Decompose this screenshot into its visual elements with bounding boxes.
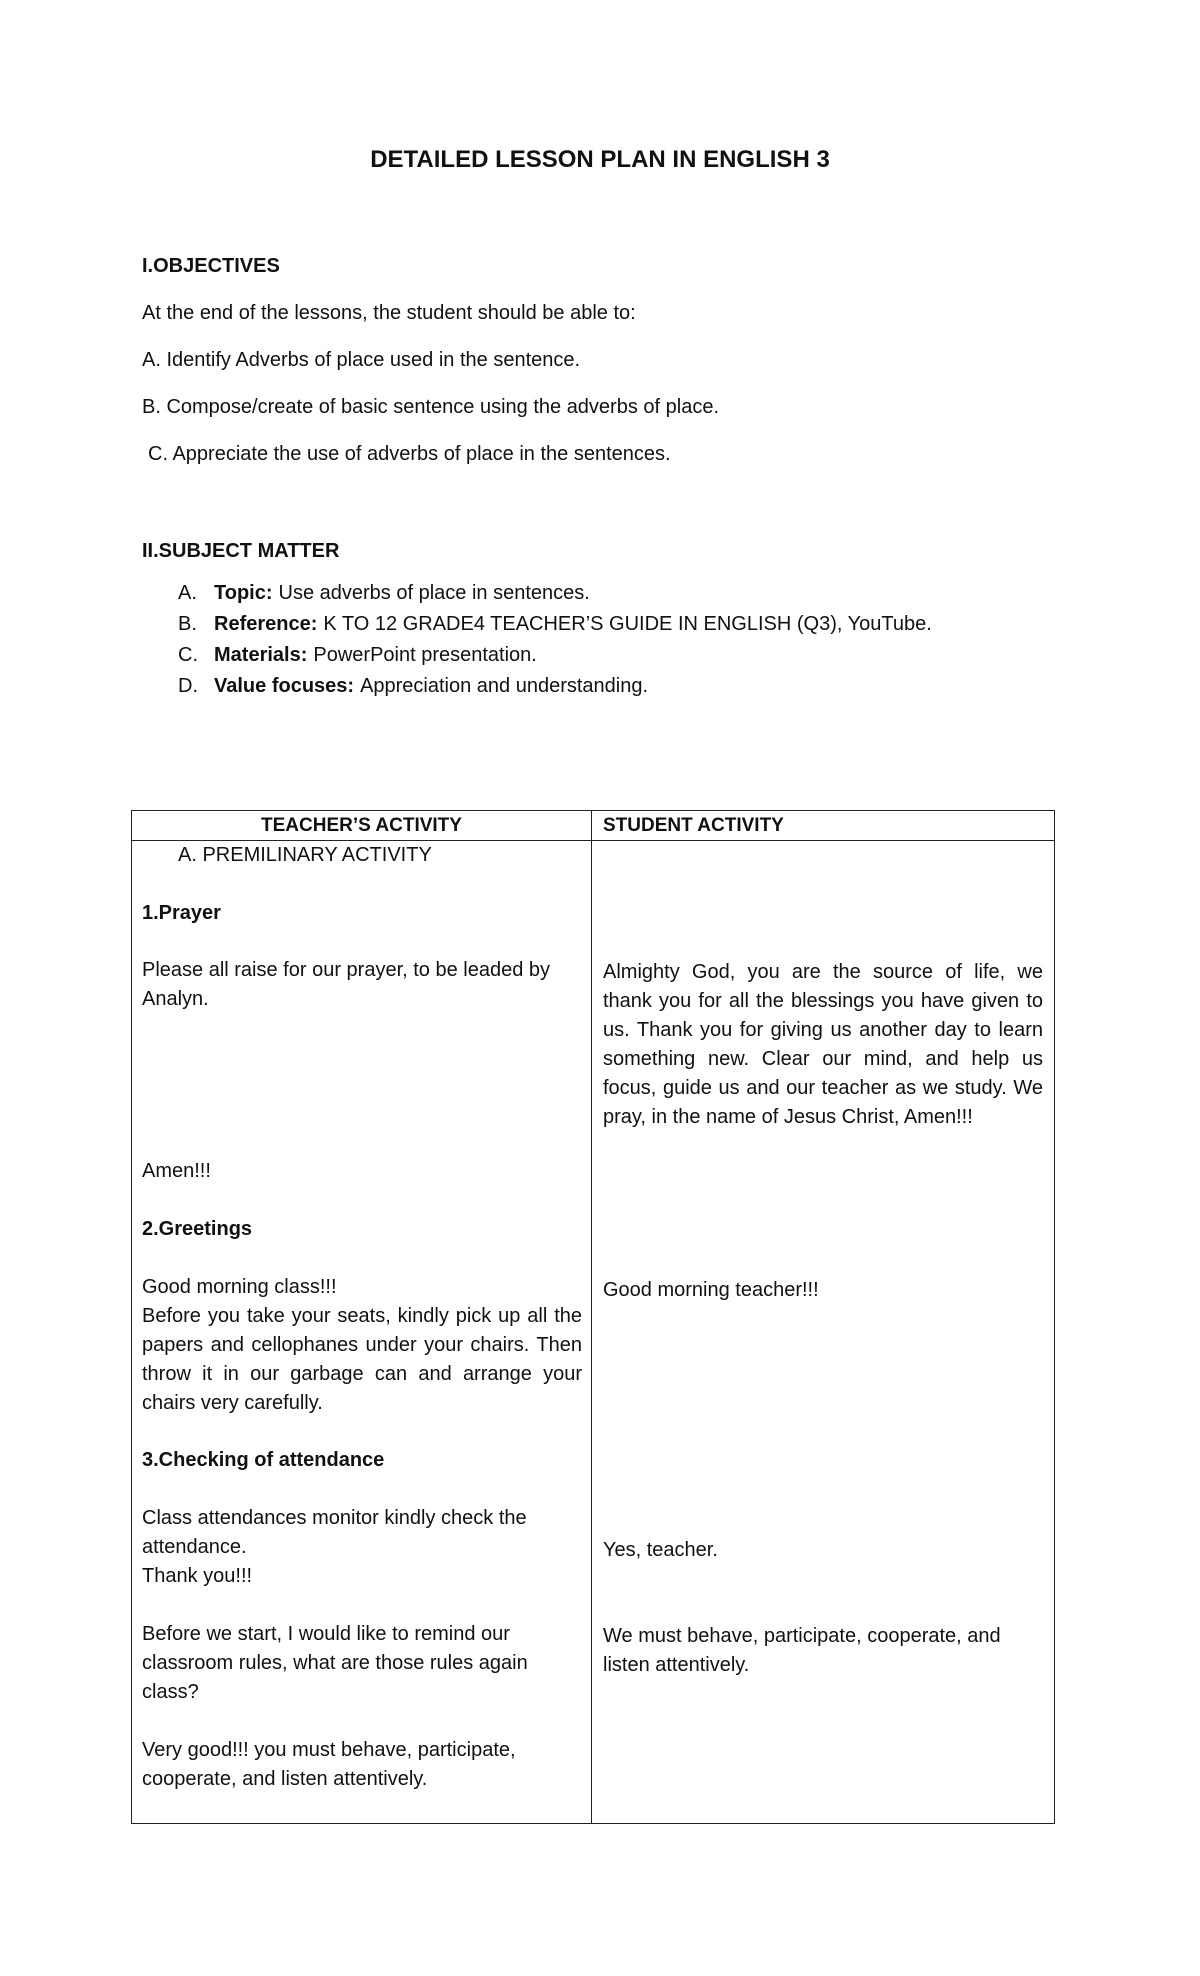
list-key: Topic: — [214, 582, 273, 604]
teacher-thank-you: Thank you!!! — [142, 1565, 253, 1587]
greetings-heading: 2.Greetings — [142, 1218, 253, 1240]
objective-item-c: C. Appreciate the use of adverbs of place in the sentences. — [148, 443, 671, 465]
student-activity-header: STUDENT ACTIVITY — [603, 815, 784, 836]
list-value: Use adverbs of place in sentences. — [278, 582, 590, 604]
subject-matter-item-value-focuses — [142, 671, 932, 702]
list-value: Appreciation and understanding. — [360, 675, 649, 697]
subject-matter-item-materials — [142, 640, 932, 671]
list-letter: C. — [178, 644, 198, 666]
list-value: K TO 12 GRADE4 TEACHER’S GUIDE IN ENGLISH (Q3), YouTube. — [323, 613, 932, 635]
list-letter: B. — [178, 613, 197, 635]
list-value: PowerPoint presentation. — [313, 644, 537, 666]
subject-matter-item-topic — [142, 578, 932, 609]
objective-item-b: B. Compose/create of basic sentence using the adverbs of place. — [142, 396, 720, 418]
subject-matter-list — [142, 578, 932, 702]
teacher-activity-header: TEACHER’S ACTIVITY — [261, 815, 462, 836]
list-key: Value focuses: — [214, 675, 355, 697]
prayer-instruction: Please all raise for our prayer, to be leaded by Analyn. — [142, 959, 551, 1010]
activity-table — [131, 810, 1055, 1824]
student-prayer: Almighty God, you are the source of life, we thank you for all the blessings you have given to us. Thank you for giving us another day to learn something new. Clear our mind, and help us focus, guide us and our teacher as we study. We pray, in the name of Jesus Christ, Amen!!! — [603, 961, 1043, 1128]
prayer-heading: 1.Prayer — [142, 902, 221, 924]
teacher-greeting: Good morning class!!! — [142, 1276, 337, 1298]
seat-instruction: Before you take your seats, kindly pick up all the papers and cellophanes under your chairs. Then throw it in our garbage can and arrange your chairs very carefully. — [142, 1305, 582, 1414]
list-letter: D. — [178, 675, 198, 697]
list-letter: A. — [178, 582, 197, 604]
list-key: Materials: — [214, 644, 308, 666]
preliminary-activity: A. PREMILINARY ACTIVITY — [178, 844, 432, 866]
page-title: DETAILED LESSON PLAN IN ENGLISH 3 — [370, 146, 830, 173]
rules-answer: Very good!!! you must behave, participate, cooperate, and listen attentively. — [142, 1739, 516, 1790]
student-rules-answer: We must behave, participate, cooperate, and listen attentively. — [603, 1625, 1001, 1676]
student-greeting: Good morning teacher!!! — [603, 1279, 819, 1301]
subject-matter-heading: II.SUBJECT MATTER — [142, 540, 340, 562]
objectives-heading: I.OBJECTIVES — [142, 255, 280, 277]
list-key: Reference: — [214, 613, 318, 635]
student-attendance-reply: Yes, teacher. — [603, 1539, 718, 1561]
attendance-instruction: Class attendances monitor kindly check the attendance. — [142, 1507, 527, 1558]
column-divider — [591, 811, 592, 1823]
rules-question: Before we start, I would like to remind our classroom rules, what are those rules again class? — [142, 1623, 528, 1703]
attendance-heading: 3.Checking of attendance — [142, 1449, 385, 1471]
subject-matter-item-reference — [142, 609, 932, 640]
objective-item-a: A. Identify Adverbs of place used in the sentence. — [142, 349, 581, 371]
teacher-amen: Amen!!! — [142, 1160, 211, 1182]
objectives-intro: At the end of the lessons, the student should be able to: — [142, 302, 636, 324]
